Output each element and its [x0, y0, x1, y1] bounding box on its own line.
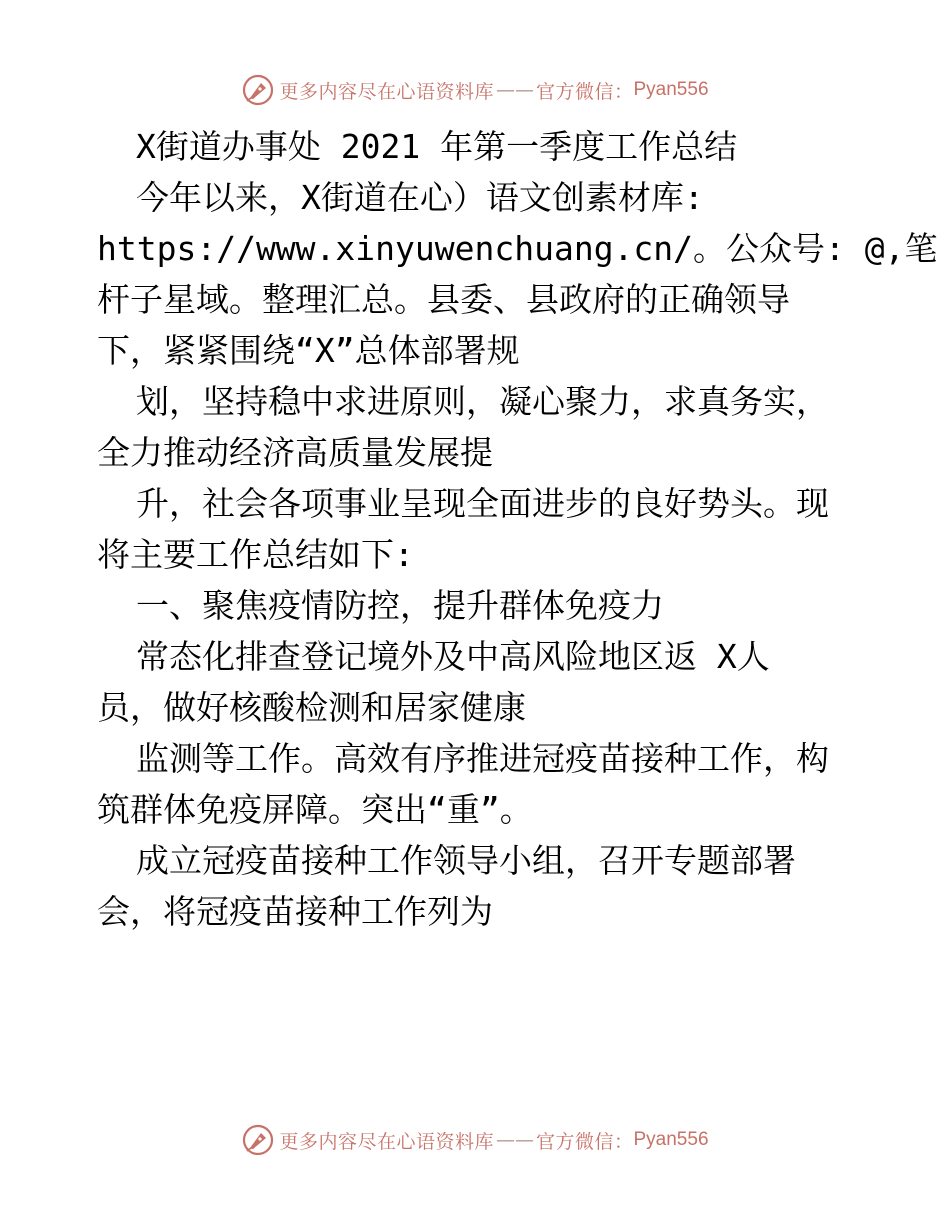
document-title: X街道办事处 2021 年第一季度工作总结	[136, 127, 738, 166]
watermark-banner-bottom	[0, 1120, 950, 1160]
paragraph-line: 全力推动经济高质量发展提	[97, 433, 493, 472]
paragraph-line: 下，紧紧围绕“X”总体部署规	[97, 331, 520, 370]
watermark-separator: ——	[495, 79, 534, 101]
watermark-id: Pyan556	[633, 1129, 709, 1150]
fountain-pen-nib-icon	[241, 73, 275, 107]
watermark-separator: ——	[495, 1129, 534, 1151]
fountain-pen-nib-icon	[241, 1123, 275, 1157]
paragraph-line: https://www.xinyuwenchuang.cn/。公众号: @,笔	[97, 229, 938, 268]
paragraph-line: 会，将冠疫苗接种工作列为	[97, 892, 493, 931]
watermark-main-text: 更多内容尽在心语资料库	[279, 80, 494, 103]
paragraph-line: 监测等工作。高效有序推进冠疫苗接种工作，构	[136, 739, 829, 778]
paragraph-line: 今年以来，X街道在心）语文创素材库:	[136, 178, 704, 217]
watermark-banner-top	[0, 70, 950, 110]
paragraph-line: 筑群体免疫屏障。突出“重”。	[97, 790, 533, 829]
watermark-main-text: 更多内容尽在心语资料库	[279, 1130, 494, 1153]
watermark-label: 官方微信：	[535, 80, 634, 103]
paragraph-line: 升，社会各项事业呈现全面进步的良好势头。现	[136, 484, 829, 523]
document-body	[97, 121, 938, 937]
paragraph-line: 成立冠疫苗接种工作领导小组，召开专题部署	[136, 841, 796, 880]
paragraph-line: 划，坚持稳中求进原则，凝心聚力，求真务实，	[136, 382, 829, 421]
section-heading: 一、聚焦疫情防控，提升群体免疫力	[136, 586, 664, 625]
paragraph-line: 常态化排查登记境外及中高风险地区返 X人	[136, 637, 770, 676]
paragraph-line: 员，做好核酸检测和居家健康	[97, 688, 526, 727]
paragraph-line: 杆子星域。整理汇总。县委、县政府的正确领导	[97, 280, 790, 319]
watermark-id: Pyan556	[633, 79, 709, 100]
paragraph-line: 将主要工作总结如下:	[97, 535, 414, 574]
watermark-label: 官方微信：	[535, 1130, 634, 1153]
